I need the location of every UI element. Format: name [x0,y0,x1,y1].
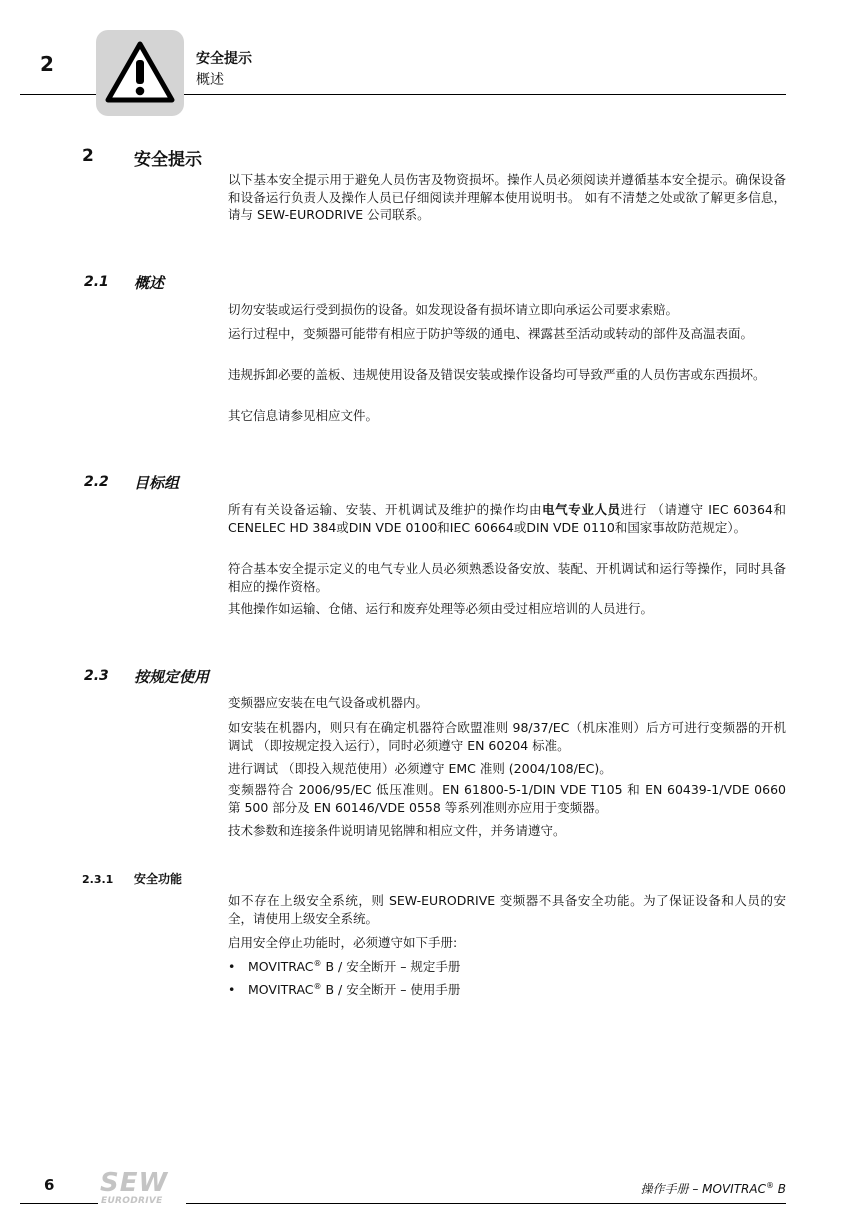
section-2-3-1-paragraph: 启用安全停止功能时，必须遵守如下手册: [228,935,458,950]
doc-title-prefix: 操作手册 – MOVITRAC [640,1182,766,1196]
section-2-3-paragraph: 如安装在机器内，则只有在确定机器符合欧盟准则 98/37/EC（机床准则）后方可进行变频器的开机调试 （即按规定投入运行），同时必须遵守 EN 60204 标准。 [228,720,786,753]
p1-emphasis: 电气专业人员 [542,502,621,517]
section-2-3-title: 按规定使用 [134,668,210,686]
doc-title-suffix: B [773,1182,786,1196]
section-2-1-title: 概述 [134,274,165,292]
section-2-number: 2 [82,146,94,166]
product-name: MOVITRAC [248,982,314,998]
warning-badge [96,30,184,116]
section-2-intro: 以下基本安全提示用于避免人员伤害及物资损坏。操作人员必须阅读并遵循基本安全提示。确保设备和设备运行负责人及操作人员已仔细阅读并理解本使用说明书。 如有不清楚之处或欲了解更多信息，请与 SEW-EURODRIVE 公司联系。 [228,172,786,222]
header-title: 安全提示 [196,51,252,67]
bullet-marker: • [228,959,236,975]
sew-logo: SEW [100,1168,169,1198]
section-2-title: 安全提示 [134,150,202,170]
header-subtitle: 概述 [196,72,224,88]
section-2-1-paragraph: 违规拆卸必要的盖板、违规使用设备及错误安装或操作设备均可导致严重的人员伤害或东西损坏。 [228,367,766,382]
footer-divider-right [186,1203,786,1204]
page-number: 6 [44,1176,55,1194]
header-divider-left [20,94,96,95]
header-divider-right [184,94,786,95]
list-item [228,955,460,975]
section-2-3-paragraph: 变频器应安装在电气设备或机器内。 [228,695,429,710]
product-name: MOVITRAC [248,959,314,975]
p1-before: 所有有关设备运输、安装、开机调试及维护的操作均由 [228,502,543,517]
manual-title: B / 安全断开 – 使用手册 [321,982,461,998]
section-2-2-paragraph: 其他操作如运输、仓储、运行和废弃处理等必须由受过相应培训的人员进行。 [228,601,654,616]
section-2-1-paragraph: 运行过程中，变频器可能带有相应于防护等级的通电、裸露甚至活动或转动的部件及高温表面。 [228,326,754,341]
section-2-3-1-paragraph: 如不存在上级安全系统，则 SEW-EURODRIVE 变频器不具备安全功能。为了保证设备和人员的安全，请使用上级安全系统。 [228,893,786,926]
eurodrive-logo-text: EURODRIVE [101,1196,163,1206]
chapter-number: 2 [40,52,54,76]
section-2-3-paragraph: 进行调试 （即投入规范使用）必须遵守 EMC 准则 (2004/108/EC)。 [228,761,612,776]
section-2-3-1-number: 2.3.1 [82,873,114,886]
p1-after: 进行 （请遵守 IEC 60364和CENELEC HD 384或DIN VDE 0100和IEC 60664或DIN VDE 0110和国家事故防范规定）。 [228,502,786,535]
section-2-2-number: 2.2 [84,474,109,490]
registered-mark: ® [313,959,322,968]
bullet-marker: • [228,982,236,998]
manual-title: B / 安全断开 – 规定手册 [321,959,461,975]
section-2-1-paragraph: 其它信息请参见相应文件。 [228,408,379,423]
section-2-1-paragraph: 切勿安装或运行受到损伤的设备。如发现设备有损坏请立即向承运公司要求索赔。 [228,302,679,317]
section-2-2-paragraph: 符合基本安全提示定义的电气专业人员必须熟悉设备安放、装配、开机调试和运行等操作，同时具备相应的操作资格。 [228,561,786,594]
section-2-3-paragraph: 技术参数和连接条件说明请见铭牌和相应文件，并务请遵守。 [228,823,566,838]
section-2-3-1-title: 安全功能 [134,872,183,886]
section-2-3-number: 2.3 [84,668,109,684]
section-2-1-number: 2.1 [84,274,109,290]
doc-registered-mark: ® [765,1181,774,1190]
section-2-2-title: 目标组 [134,474,180,492]
footer-divider-left [20,1203,98,1204]
section-2-3-paragraph: 变频器符合 2006/95/EC 低压准则。EN 61800-5-1/DIN VDE T105 和 EN 60439-1/VDE 0660 第 500 部分及 EN 60146/VDE 0558 等系列准则亦应用于变频器。 [228,782,786,815]
warning-triangle-icon [104,40,176,104]
registered-mark: ® [313,982,322,991]
section-2-2-paragraph [228,501,786,536]
list-item [228,978,460,998]
footer-document-title [641,1180,786,1197]
